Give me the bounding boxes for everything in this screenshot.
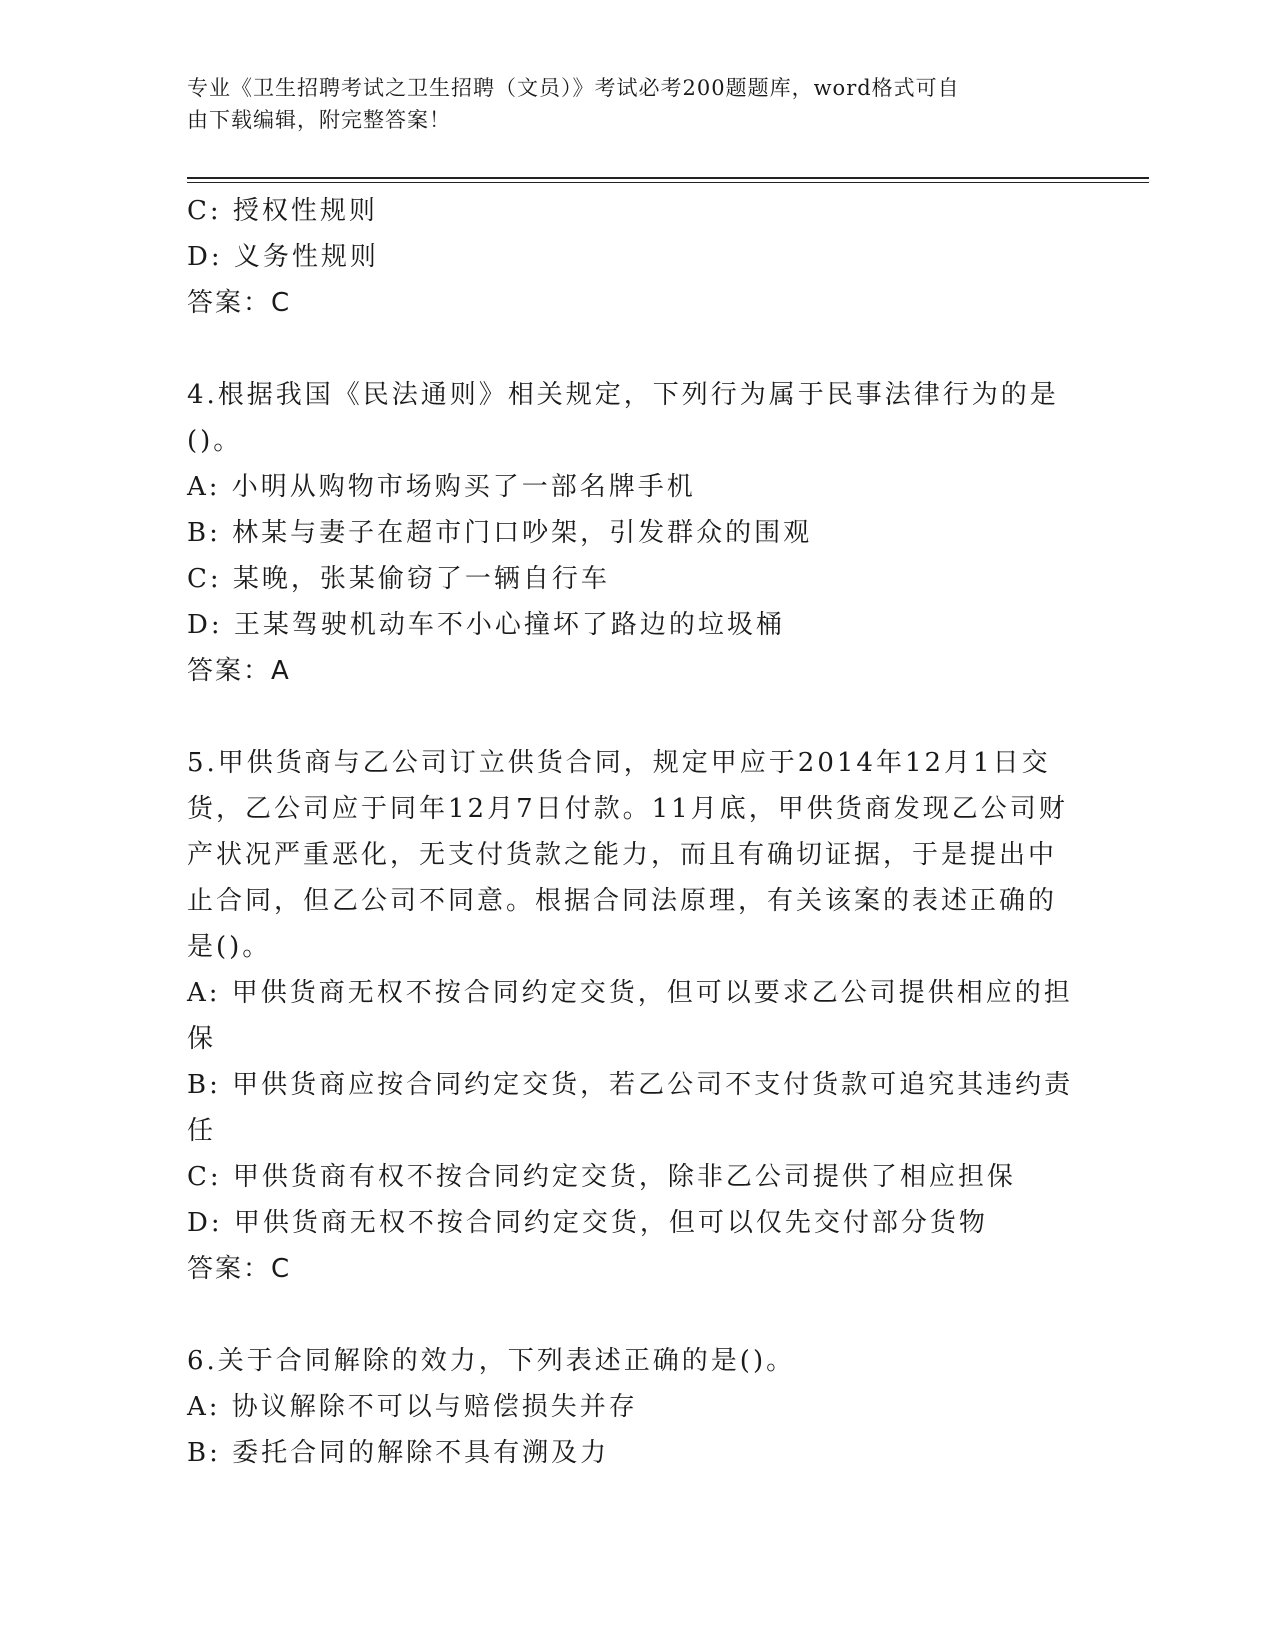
question-6 bbox=[187, 1338, 1087, 1476]
q3-option-c: C: 授权性规则 bbox=[187, 196, 378, 226]
q5-option-a-line2: 保 bbox=[187, 1024, 217, 1054]
question-list bbox=[187, 188, 1087, 1476]
q5-answer: 答案：C bbox=[187, 1254, 292, 1284]
q5-stem-line1: 5.甲供货商与乙公司订立供货合同，规定甲应于2014年12月1日交 bbox=[187, 748, 1051, 778]
q5-option-d: D: 甲供货商无权不按合同约定交货，但可以仅先交付部分货物 bbox=[187, 1208, 988, 1238]
q4-answer: 答案：A bbox=[187, 656, 291, 686]
q6-stem: 6.关于合同解除的效力，下列表述正确的是()。 bbox=[187, 1346, 796, 1376]
q5-option-b-line1: B: 甲供货商应按合同约定交货，若乙公司不支付货款可追究其违约责 bbox=[187, 1070, 1074, 1100]
q5-stem-line4: 止合同，但乙公司不同意。根据合同法原理，有关该案的表述正确的 bbox=[187, 886, 1058, 916]
q6-option-a: A: 协议解除不可以与赔偿损失并存 bbox=[187, 1392, 638, 1422]
q4-stem-line2: ()。 bbox=[187, 426, 243, 456]
page-header bbox=[187, 72, 1067, 136]
spacer bbox=[187, 326, 1087, 372]
q3-option-d: D: 义务性规则 bbox=[187, 242, 379, 272]
q4-option-d: D: 王某驾驶机动车不小心撞坏了路边的垃圾桶 bbox=[187, 610, 785, 640]
spacer bbox=[187, 1292, 1087, 1338]
q5-stem-line5: 是()。 bbox=[187, 932, 272, 962]
q6-option-b: B: 委托合同的解除不具有溯及力 bbox=[187, 1438, 610, 1468]
spacer bbox=[187, 694, 1087, 740]
q5-stem-line3: 产状况严重恶化，无支付货款之能力，而且有确切证据，于是提出中 bbox=[187, 840, 1058, 870]
q5-stem-line2: 货，乙公司应于同年12月7日付款。11月底，甲供货商发现乙公司财 bbox=[187, 794, 1068, 824]
question-3-tail bbox=[187, 188, 1087, 326]
q5-option-a-line1: A: 甲供货商无权不按合同约定交货，但可以要求乙公司提供相应的担 bbox=[187, 978, 1073, 1008]
q4-option-b: B: 林某与妻子在超市门口吵架，引发群众的围观 bbox=[187, 518, 813, 548]
q5-option-c: C: 甲供货商有权不按合同约定交货，除非乙公司提供了相应担保 bbox=[187, 1162, 1016, 1192]
header-divider-thin bbox=[187, 182, 1149, 183]
question-4 bbox=[187, 372, 1087, 694]
header-divider-thick bbox=[187, 177, 1149, 179]
q5-option-b-line2: 任 bbox=[187, 1116, 217, 1146]
header-title-line1: 专业《卫生招聘考试之卫生招聘（文员）》考试必考200题题库，word格式可自 bbox=[187, 76, 960, 100]
q4-stem-line1: 4.根据我国《民法通则》相关规定，下列行为属于民事法律行为的是 bbox=[187, 380, 1059, 410]
q3-answer: 答案：C bbox=[187, 288, 292, 318]
header-title-line2: 由下载编辑，附完整答案！ bbox=[187, 108, 451, 132]
q4-option-c: C: 某晚，张某偷窃了一辆自行车 bbox=[187, 564, 610, 594]
question-5 bbox=[187, 740, 1087, 1292]
q4-option-a: A: 小明从购物市场购买了一部名牌手机 bbox=[187, 472, 696, 502]
